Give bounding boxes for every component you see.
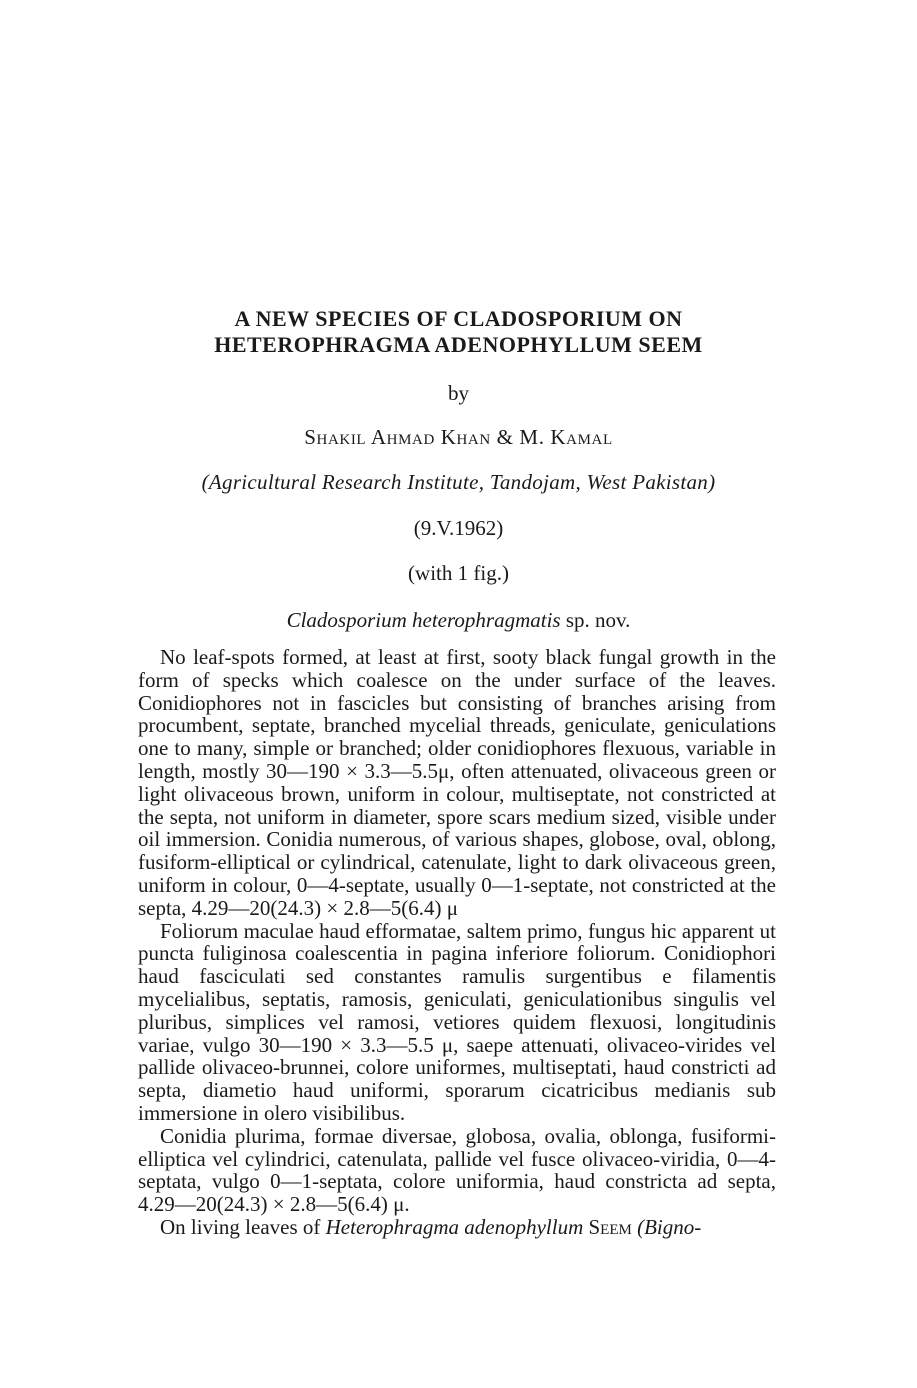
received-date: (9.V.1962) — [413, 516, 504, 540]
title-line-1: A NEW SPECIES OF CLADOSPORIUM ON — [234, 306, 683, 331]
title-line-2: HETEROPHRAGMA ADENOPHYLLUM SEEM — [214, 332, 703, 357]
affiliation: (Agricultural Research Institute, Tandojam, West Pakistan) — [201, 470, 716, 494]
authors: Shakil Ahmad Khan & M. Kamal — [304, 425, 613, 449]
article-body — [138, 646, 776, 1239]
paragraph-english-description: No leaf-spots formed, at least at first, sooty black fungal growth in the form of specks which coalesce on the under surface of the leaves. Conidiophores not in fascicles but consisting of branches arising from procumbent, septate, branched mycelial threads, geniculate, geniculations one to many, simple or branched; older conidiophores flexuous, variable in length, mostly 30—190 × 3.3—5.5μ, often attenuated, olivaceous green or light olivaceous brown, uniform in colour, multiseptate, not constricted at the septa, not uniform in diameter, spore scars medium sized, visible under oil immersion. Conidia numerous, of various shapes, globose, oval, oblong, fusiform-elliptical or cylindrical, catenulate, light to dark olivaceous green, uniform in colour, 0—4-septate, usually 0—1-septate, not constricted at the septa, 4.29—20(24.3) × 2.8—5(6.4) μ — [138, 645, 776, 920]
species-suffix: sp. nov. — [560, 608, 631, 632]
figure-note: (with 1 fig.) — [408, 561, 509, 585]
byline-word: by — [448, 381, 469, 405]
paragraph-host — [138, 1216, 776, 1239]
host-family: (Bigno- — [637, 1214, 702, 1239]
host-lead: On living leaves of — [160, 1214, 326, 1239]
paragraph-latin-description: Foliorum maculae haud efformatae, saltem primo, fungus hic apparent ut puncta fuliginosa coalescentia in pagina inferiore foliorum. Conidiophori haud fasciculati sed constantes ramulis surgentibus e filamentis mycelialibus, septatis, ramosis, geniculati, geniculationibus singulis vel pluribus, simplices vel ramosi, vetiores quidem flexuosi, longitudinis variae, vulgo 30—190 × 3.3—5.5 μ, saepe attenuati, olivaceo-virides vel pallide olivaceo-brunnei, colore uniformes, multiseptati, haud constricti ad septa, diametio haud uniformi, sporarum cicatricibus medianis sub immersione in olero visibilibus. — [138, 918, 776, 1125]
species-name: Cladosporium heterophragmatis — [286, 608, 561, 632]
host-species: Heterophragma adenophyllum — [325, 1214, 584, 1239]
host-author: Seem — [583, 1214, 638, 1239]
paper-title — [0, 306, 917, 358]
paragraph-latin-conidia: Conidia plurima, formae diversae, globosa, ovalia, oblonga, fusiformi-elliptica vel cylindrici, catenulata, pallide vel fusce olivaceo-viridia, 0—4-septata, vulgo 0—1-septata, colore uniformia, haud constricta ad septa, 4.29—20(24.3) × 2.8—5(6.4) μ. — [138, 1123, 776, 1217]
species-heading — [0, 607, 917, 633]
